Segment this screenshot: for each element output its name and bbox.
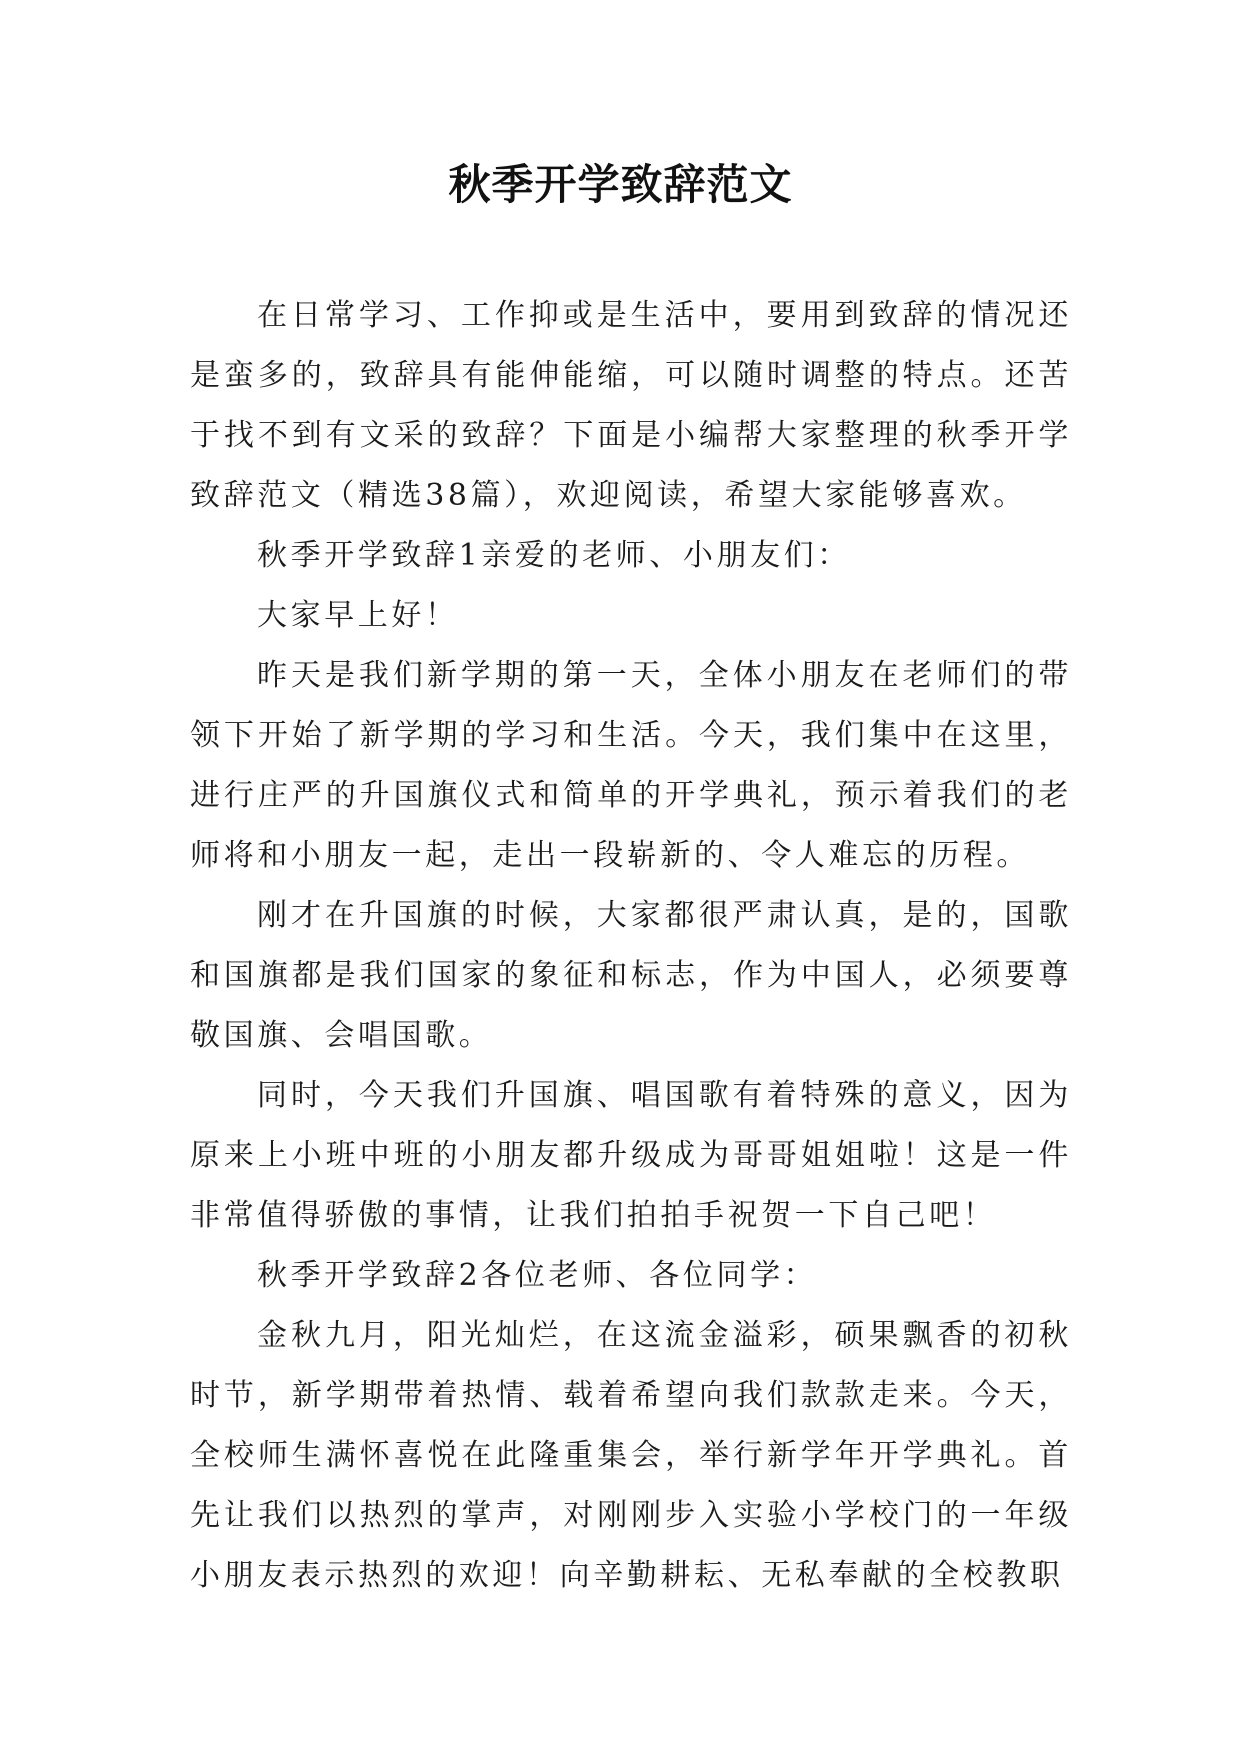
paragraph: 在日常学习、工作抑或是生活中，要用到致辞的情况还是蛮多的，致辞具有能伸能缩，可以随时调整的特点。还苦于找不到有文采的致辞？下面是小编帮大家整理的秋季开学致辞范文（精选38篇），欢迎阅读，希望大家能够喜欢。 bbox=[190, 298, 1072, 513]
paragraph: 刚才在升国旗的时候，大家都很严肃认真，是的，国歌和国旗都是我们国家的象征和标志，作为中国人，必须要尊敬国旗、会唱国歌。 bbox=[190, 898, 1072, 1053]
paragraph: 金秋九月，阳光灿烂，在这流金溢彩，硕果飘香的初秋时节，新学期带着热情、载着希望向我们款款走来。今天，全校师生满怀喜悦在此隆重集会，举行新学年开学典礼。首先让我们以热烈的掌声，对刚刚步入实验小学校门的一年级小朋友表示热烈的欢迎！向辛勤耕耘、无私奉献的全校教职 bbox=[190, 1318, 1072, 1593]
paragraph: 秋季开学致辞2各位老师、各位同学： bbox=[257, 1258, 818, 1293]
paragraph: 昨天是我们新学期的第一天，全体小朋友在老师们的带领下开始了新学期的学习和生活。今天，我们集中在这里，进行庄严的升国旗仪式和简单的开学典礼，预示着我们的老师将和小朋友一起，走出一段崭新的、令人难忘的历程。 bbox=[190, 658, 1072, 873]
document-title: 秋季开学致辞范文 bbox=[448, 160, 793, 209]
paragraph: 大家早上好！ bbox=[257, 598, 459, 633]
paragraph: 同时，今天我们升国旗、唱国歌有着特殊的意义，因为原来上小班中班的小朋友都升级成为哥哥姐姐啦！这是一件非常值得骄傲的事情，让我们拍拍手祝贺一下自己吧！ bbox=[190, 1078, 1072, 1233]
document-body bbox=[190, 286, 1072, 1606]
paragraph: 秋季开学致辞1亲爱的老师、小朋友们： bbox=[257, 538, 851, 573]
